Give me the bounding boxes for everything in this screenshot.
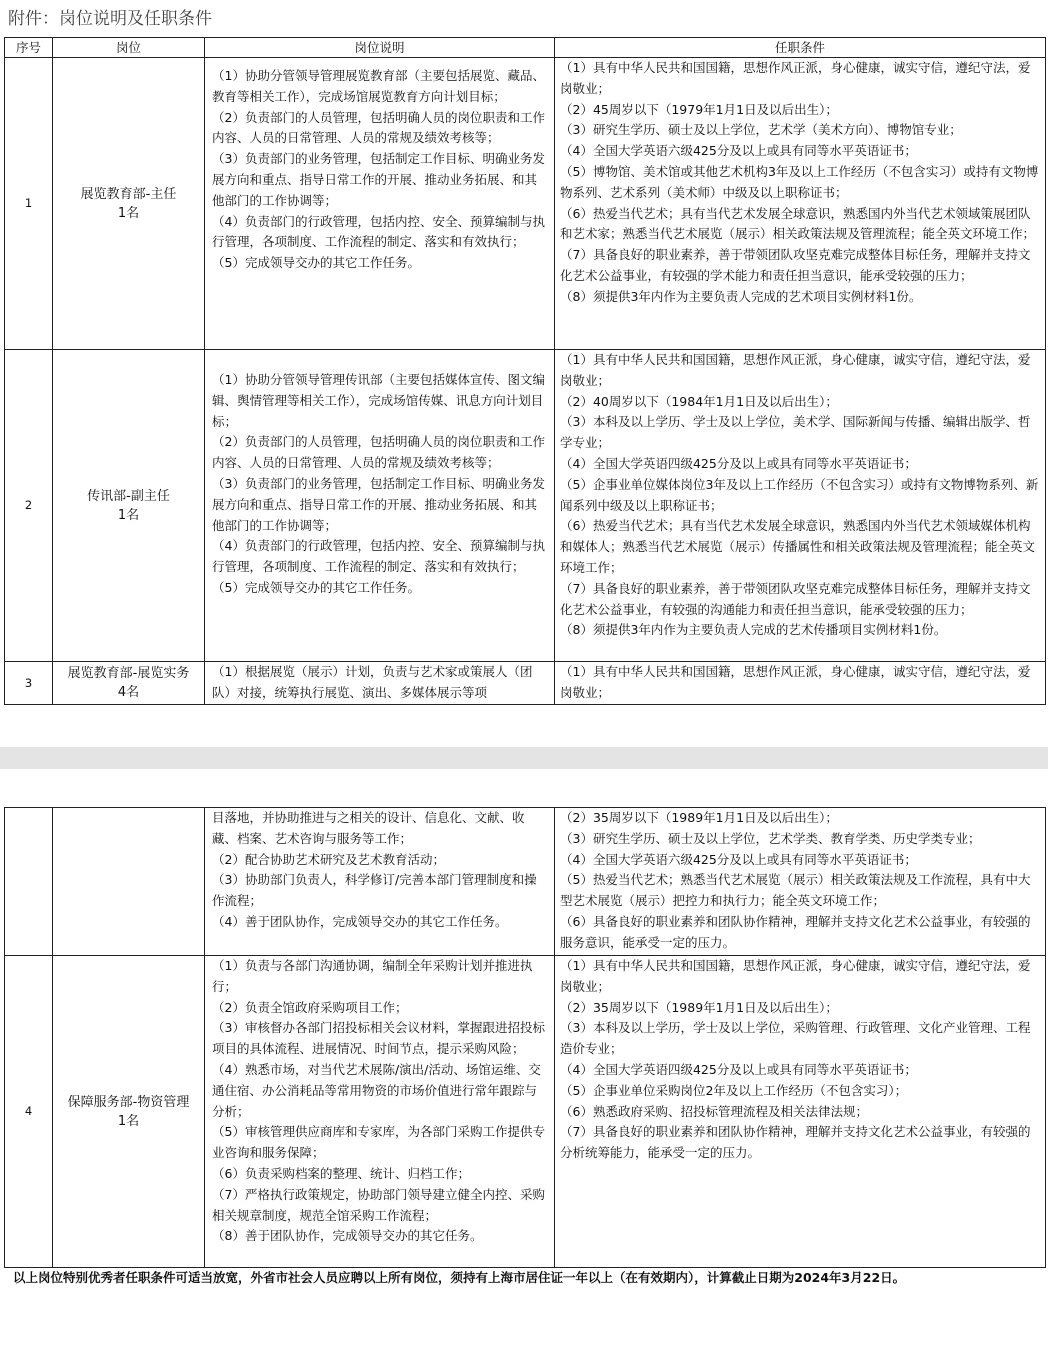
post-requirements [555, 808, 1046, 956]
description-item: （3）协助部门负责人，科学修订/完善本部门管理制度和操作流程； [212, 872, 537, 909]
row-number: 2 [5, 350, 53, 662]
post-count: 1名 [117, 1113, 140, 1129]
requirement-item: （7）具备良好的职业素养，善于带领团队攻坚克难完成整体目标任务，理解并支持文化艺术公益事业，有较强的学术能力和责任担当意识，能承受较强的压力； [560, 247, 1031, 283]
post-description [205, 58, 555, 350]
requirement-item: （8）须提供3年内作为主要负责人完成的艺术项目实例材料1份。 [560, 288, 922, 304]
post-requirements [555, 58, 1046, 350]
footnote: 以上岗位特别优秀者任职条件可适当放宽，外省市社会人员应聘以上所有岗位，须持有上海市居住证一年以上（在有效期内），计算截止日期为2024年3月22日。 [13, 1270, 906, 1285]
post-description [205, 350, 555, 662]
requirement-item: （3）研究生学历、硕士及以上学位，艺术学（美术方向）、博物馆专业； [560, 122, 962, 138]
description-item: （2）负责全馆政府采购项目工作； [212, 999, 408, 1015]
description-item: （3）审核督办各部门招投标相关会议材料，掌握跟进招投标项目的具体流程、进展情况、时间节点，提示采购风险； [212, 1020, 545, 1057]
header-description: 岗位说明 [205, 38, 555, 58]
description-item: （2）配合协助艺术研究及艺术教育活动； [212, 851, 445, 867]
description-item: （7）严格执行政策规定，协助部门领导建立健全内控、采购相关规章制度，规范全馆采购工作流程； [212, 1186, 545, 1223]
description-item: （2）负责部门的人员管理，包括明确人员的岗位职责和工作内容、人员的日常管理、人员的常规及绩效考核等； [212, 109, 545, 146]
description-item: （6）负责采购档案的整理、统计、归档工作； [212, 1165, 470, 1181]
description-item: （8）善于团队协作，完成领导交办的其它任务。 [212, 1228, 483, 1244]
post-requirements [555, 956, 1046, 1268]
requirement-item: （1）具有中华人民共和国国籍，思想作风正派，身心健康，诚实守信，遵纪守法，爱岗敬业； [560, 958, 1031, 994]
description-item: （4）善于团队协作，完成领导交办的其它工作任务。 [212, 913, 508, 929]
description-item: （5）完成领导交办的其它工作任务。 [212, 255, 420, 271]
post-requirements [555, 662, 1046, 705]
post-title: 展览教育部-展览实务 [67, 666, 190, 681]
requirement-item: （7）具备良好的职业素养，善于带领团队攻坚克难完成整体目标任务，理解并支持文化艺术公益事业，有较强的沟通能力和责任担当意识，能承受较强的压力； [560, 580, 1031, 617]
table-row [5, 662, 1046, 705]
post-title: 保障服务部-物资管理 [67, 1094, 190, 1110]
description-item: 目落地，并协助推进与之相关的设计、信息化、文献、收藏、档案、艺术咨询与服务等工作； [212, 810, 525, 846]
requirement-item: （6）具备良好的职业素养和团队协作精神，理解并支持文化艺术公益事业，有较强的服务意识，能承受一定的压力。 [560, 913, 1031, 950]
row-number [5, 808, 53, 956]
description-item: （4）负责部门的行政管理，包括内控、安全、预算编制与执行管理，各项制度、工作流程的制定、落实和有效执行； [212, 538, 545, 575]
post-title: 传讯部-副主任 [87, 488, 170, 504]
requirement-item: （1）具有中华人民共和国国籍，思想作风正派，身心健康，诚实守信，遵纪守法，爱岗敬业； [560, 664, 1031, 700]
description-item: （1）负责与各部门沟通协调，编制全年采购计划并推进执行； [212, 958, 533, 994]
requirement-item: （4）全国大学英语六级425分及以上或具有同等水平英语证书； [560, 143, 917, 159]
requirement-item: （4）全国大学英语四级425分及以上或具有同等水平英语证书； [560, 1061, 917, 1077]
positions-table-page-2 [4, 807, 1046, 1268]
requirement-item: （3）研究生学历、硕士及以上学位，艺术学类、教育学类、历史学类专业； [560, 830, 981, 846]
table-row [5, 350, 1046, 662]
post-name [53, 662, 205, 705]
post-count: 1名 [117, 507, 140, 523]
row-number: 4 [5, 956, 53, 1268]
post-name [53, 956, 205, 1268]
description-item: （1）协助分管领导管理传讯部（主要包括媒体宣传、图文编辑、舆情管理等相关工作），完成场馆传媒、讯息方向计划目标； [212, 372, 545, 429]
description-item: （4）负责部门的行政管理，包括内控、安全、预算编制与执行管理，各项制度、工作流程的制定、落实和有效执行； [212, 213, 545, 250]
post-name [53, 808, 205, 956]
requirement-item: （4）全国大学英语六级425分及以上或具有同等水平英语证书； [560, 851, 917, 867]
table-row [5, 956, 1046, 1268]
description-item: （5）审核管理供应商库和专家库，为各部门采购工作提供专业咨询和服务保障； [212, 1124, 545, 1161]
description-item: （2）负责部门的人员管理，包括明确人员的岗位职责和工作内容、人员的日常管理、人员的常规及绩效考核等； [212, 434, 545, 471]
requirement-item: （7）具备良好的职业素养和团队协作精神，理解并支持文化艺术公益事业，有较强的分析统筹能力，能承受一定的压力。 [560, 1124, 1031, 1161]
requirement-item: （1）具有中华人民共和国国籍，思想作风正派，身心健康，诚实守信，遵纪守法，爱岗敬业； [560, 60, 1031, 96]
page-title: 附件：岗位说明及任职条件 [8, 9, 212, 29]
description-item: （3）负责部门的业务管理，包括制定工作目标、明确业务发展方向和重点、指导日常工作的开展、推动业务拓展、和其他部门的工作协调等； [212, 475, 545, 533]
requirement-item: （2）45周岁以下（1979年1月1日及以后出生）； [560, 101, 838, 117]
requirement-item: （5）博物馆、美术馆或其他艺术机构3年及以上工作经历（不包含实习）或持有文物博物系列、艺术系列（美术师）中级及以上职称证书； [560, 163, 1039, 200]
header-number: 序号 [5, 38, 53, 58]
row-number: 1 [5, 58, 53, 350]
table-row [5, 808, 1046, 956]
requirement-item: （5）企事业单位采购岗位2年及以上工作经历（不包含实习）； [560, 1082, 908, 1098]
description-item: （1）根据展览（展示）计划，负责与艺术家或策展人（团队）对接，统筹执行展览、演出、多媒体展示等项 [212, 664, 533, 700]
positions-table-page-1 [4, 37, 1046, 705]
requirement-item: （1）具有中华人民共和国国籍，思想作风正派，身心健康，诚实守信，遵纪守法，爱岗敬业； [560, 352, 1031, 388]
requirement-item: （3）本科及以上学历，学士及以上学位，采购管理、行政管理、文化产业管理、工程造价专业； [560, 1020, 1031, 1057]
description-item: （5）完成领导交办的其它工作任务。 [212, 579, 420, 595]
post-count: 1名 [117, 205, 140, 221]
table-header-row [5, 38, 1046, 58]
post-description [205, 956, 555, 1268]
description-item: （4）熟悉市场，对当代艺术展陈/演出/活动、场馆运维、交通住宿、办公消耗品等常用物资的市场价值进行常年跟踪与分析； [212, 1061, 541, 1119]
post-name [53, 350, 205, 662]
requirement-item: （6）热爱当代艺术；具有当代艺术发展全球意识，熟悉国内外当代艺术领域策展团队和艺术家；熟悉当代艺术展览（展示）相关政策法规及管理流程；能全英文环境工作； [560, 205, 1036, 242]
post-title: 展览教育部-主任 [80, 186, 177, 202]
post-requirements [555, 350, 1046, 662]
requirement-item: （2）35周岁以下（1989年1月1日及以后出生）； [560, 810, 838, 825]
requirement-item: （5）热爱当代艺术；熟悉当代艺术展览（展示）相关政策法规及工作流程，具有中大型艺术展览（展示）把控力和执行力；能全英文环境工作； [560, 872, 1031, 909]
requirement-item: （8）须提供3年内作为主要负责人完成的艺术传播项目实例材料1份。 [560, 622, 947, 638]
page-break [0, 747, 1048, 769]
requirement-item: （2）35周岁以下（1989年1月1日及以后出生）； [560, 999, 838, 1015]
description-item: （1）协助分管领导管理展览教育部（主要包括展览、藏品、教育等相关工作），完成场馆展览教育方向计划目标； [212, 68, 545, 104]
post-description [205, 808, 555, 956]
requirement-item: （6）热爱当代艺术；具有当代艺术发展全球意识，熟悉国内外当代艺术领域媒体机构和媒体人；熟悉当代艺术展览（展示）传播属性和相关政策法规及管理流程；能全英文环境工作； [560, 518, 1036, 575]
requirement-item: （3）本科及以上学历、学士及以上学位，美术学、国际新闻与传播、编辑出版学、哲学专业； [560, 414, 1031, 451]
requirement-item: （6）熟悉政府采购、招投标管理流程及相关法律法规； [560, 1103, 868, 1119]
requirement-item: （2）40周岁以下（1984年1月1日及以后出生）； [560, 393, 838, 409]
header-requirements: 任职条件 [555, 38, 1046, 58]
row-number: 3 [5, 662, 53, 705]
post-count: 4名 [117, 685, 140, 700]
post-description [205, 662, 555, 705]
header-post: 岗位 [53, 38, 205, 58]
description-item: （3）负责部门的业务管理，包括制定工作目标、明确业务发展方向和重点、指导日常工作的开展、推动业务拓展、和其他部门的工作协调等； [212, 151, 545, 208]
table-row [5, 58, 1046, 350]
requirement-item: （5）企事业单位媒体岗位3年及以上工作经历（不包含实习）或持有文物博物系列、新闻系列中级及以上职称证书； [560, 476, 1039, 513]
post-name [53, 58, 205, 350]
requirement-item: （4）全国大学英语四级425分及以上或具有同等水平英语证书； [560, 455, 917, 471]
